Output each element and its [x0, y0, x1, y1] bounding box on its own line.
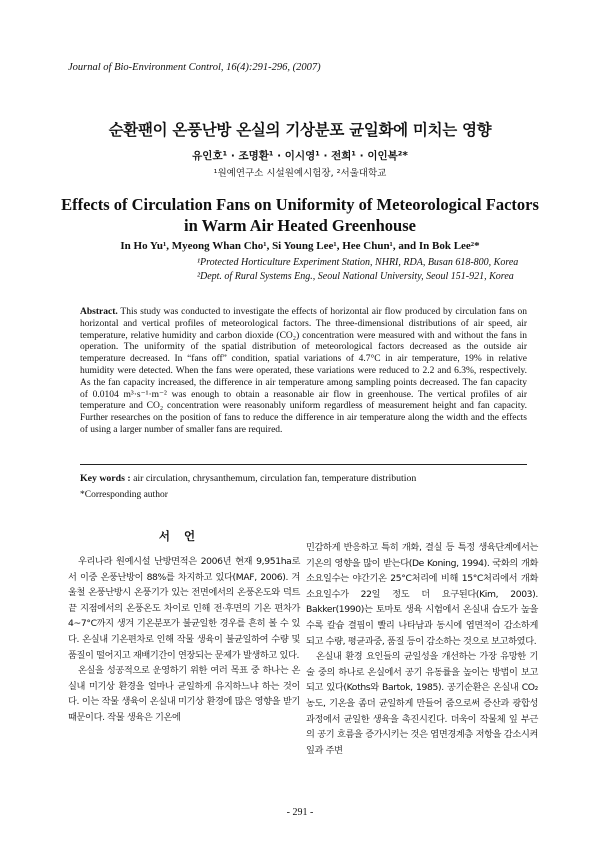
affiliation-2: ²Dept. of Rural Systems Eng., Seoul National University, Seoul 151-921, Korea: [197, 270, 514, 282]
abstract: [80, 307, 527, 437]
left-paragraph-2: 온실을 성공적으로 운영하기 위한 여러 목표 중 하나는 온실내 미기상 환경을 얼마나 균일하게 유지하느냐 하는 것이다. 이는 작물 생육이 온실내 미기상 환경에 많은 영향을 받기 때문이다. 작물 생육은 기온에: [68, 665, 300, 723]
abstract-text: This study was conducted to investigate the effects of horizontal air flow produced by circulation fans on horizontal and vertical profiles of meteorological factors. The three-dimensional distributions of air speed, air temperature, relative humidity and carbon dioxide (CO₂) concentration were measured with and without the fans in operation. The uniformity of the spatial distribution of meteorological factors decreased as the outside air temperature decreased. In “fans off” condition, spatial variations of 4.7°C in air temperature, 19% in relative humidity were detected. When the fans were operated, these variations were reduced to 2.2 and 6.3%, respectively. As the fan capacity increased, the difference in air temperature among sampling points decreased. The fan capacity of 0.0104 m³·s⁻¹·m⁻² was enough to obtain a reasonable air flow in greenhouse. The vertical profiles of air temperature and CO₂ concentration were reasonably uniform regardless of measurement height and fan capacity. Further researches on the position of fans to reduce the difference in air temperature along the width and the effects of using a larger number of smaller fans are required.: [80, 307, 527, 435]
korean-authors: 유인호¹ · 조명환¹ · 이시영¹ · 전희¹ · 이인복²*: [192, 150, 408, 162]
english-title-line-2: in Warm Air Heated Greenhouse: [184, 216, 416, 235]
left-column: [68, 528, 300, 726]
affiliation-1: ¹Protected Horticulture Experiment Station, NHRI, RDA, Busan 618-800, Korea: [197, 257, 519, 268]
keywords-text: air circulation, chrysanthemum, circulation fan, temperature distribution: [133, 473, 417, 484]
english-title: [0, 194, 600, 236]
english-authors: In Ho Yu¹, Myeong Whan Cho¹, Si Young Lee¹, Hee Chun¹, and In Bok Lee²*: [120, 240, 480, 252]
korean-affiliation: ¹원예연구소 시설원예시험장, ²서울대학교: [213, 168, 387, 179]
left-paragraph-1: 우리나라 원예시설 난방면적은 2006년 현재 9,951ha로서 이중 온풍난방이 88%를 차지하고 있다(MAF, 2006). 겨울철 온풍난방시 온풍기가 있는 전면에서의 온풍온도와 덕트 끝 지점에서의 온풍온도 차이로 인해 전·후면의 기온 편차가 4~7°C까지 생겨 기온분포가 불균일한 경우를 흔히 볼 수 있다. 온실내 기온편차로 인해 작물 생육이 불균일하여 수량 및 품질이 떨어지고 재배기간이 연장되는 문제가 발생하고 있다.: [68, 556, 300, 661]
english-affiliations: [197, 256, 518, 283]
right-column: [306, 540, 538, 758]
keywords-line: [80, 473, 527, 484]
right-paragraph-1: 민감하게 반응하고 특히 개화, 결실 등 특정 생육단계에서는 기온의 영향을 많이 받는다(De Koning, 1994). 국화의 개화소요일수는 야간기온 25°C처리에 비해 15°C처리에서 개화소요일수가 22일 정도 더 요구된다(Kim, 2003). Bakker(1990)는 토마토 생육 시험에서 온실내 습도가 높을수록 칼슘 결핍이 빨리 나타남과 동시에 엽면적이 감소하게 되고 수량, 평균과중, 품질 등이 감소하는 것으로 보고하였다.: [306, 542, 538, 647]
keywords-top-rule: [80, 464, 527, 465]
right-paragraph-2: 온실내 환경 요인들의 균일성을 개선하는 가장 유망한 기술 중의 하나로 온실에서 공기 유동률을 높이는 방법이 보고되고 있다(Koths와 Bartok, 1985). 공기순환은 온실내 CO₂ 농도, 기온을 좀더 균일하게 만들어 줌으로써 증산과 광합성 과정에서 균일한 생육을 촉진시킨다. 더욱이 작물체 잎 부근의 공기 흐름을 증가시키는 것은 엽면경계층 저항을 감소시켜 잎과 주변: [306, 651, 538, 756]
english-title-line-1: Effects of Circulation Fans on Uniformity of Meteorological Factors: [61, 195, 539, 214]
korean-title: 순환팬이 온풍난방 온실의 기상분포 균일화에 미치는 영향: [108, 121, 492, 139]
section-heading: 서언: [158, 529, 210, 543]
page-number: - 291 -: [286, 807, 314, 818]
corresponding-author-note: *Corresponding author: [80, 490, 168, 500]
abstract-label: Abstract.: [80, 307, 118, 317]
keywords-label: Key words :: [80, 473, 131, 484]
journal-header: Journal of Bio-Environment Control, 16(4):291-296, (2007): [68, 62, 321, 73]
